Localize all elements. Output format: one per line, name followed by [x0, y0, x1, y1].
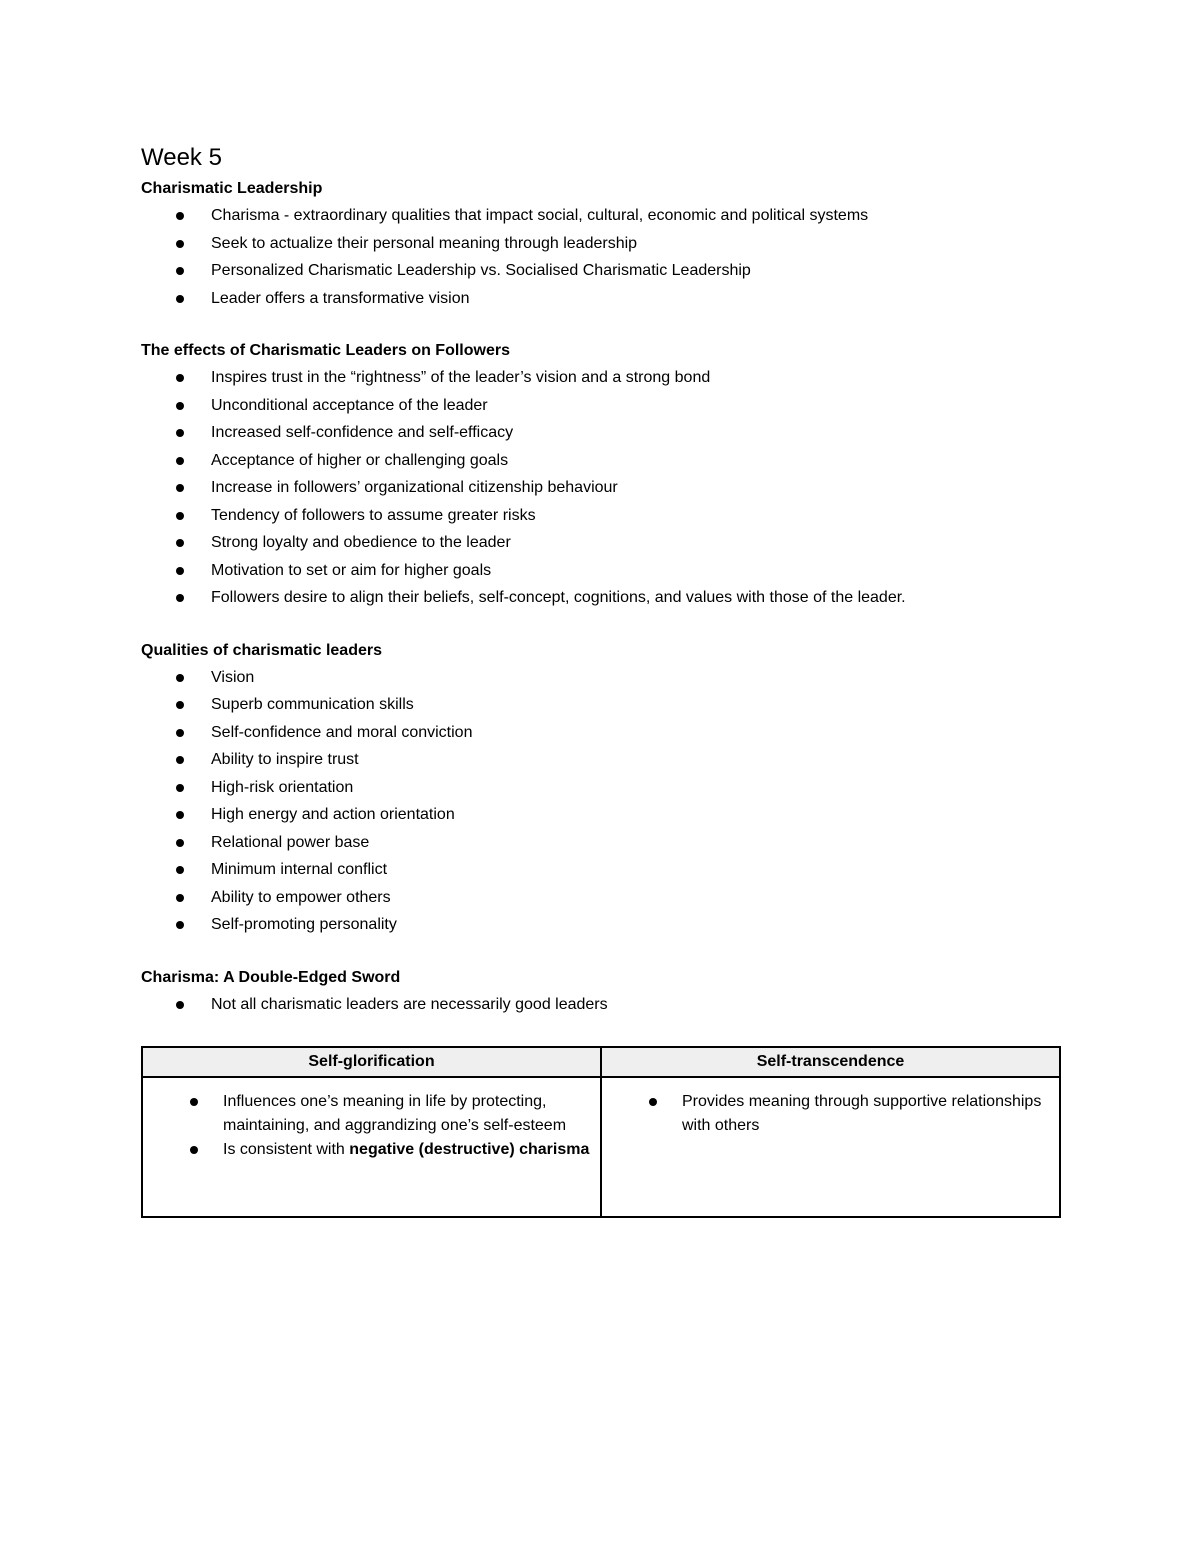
list-item: Ability to empower others: [141, 884, 1061, 912]
cell-bullet-list: [612, 1090, 1049, 1138]
list-item: Personalized Charismatic Leadership vs. Socialised Charismatic Leadership: [141, 257, 1061, 285]
cell-list-item: [153, 1138, 590, 1162]
list-item: Increased self-confidence and self-efficacy: [141, 419, 1061, 447]
cell-bullet-list: [153, 1090, 590, 1162]
comparison-table: [141, 1046, 1061, 1218]
table-cell-self-glorification: [142, 1077, 601, 1217]
cell-bold-text: negative (destructive) charisma: [349, 1141, 590, 1158]
list-item: Strong loyalty and obedience to the leader: [141, 529, 1061, 557]
list-item: Acceptance of higher or challenging goals: [141, 447, 1061, 475]
table-header-self-transcendence: Self-transcendence: [601, 1047, 1060, 1077]
list-item: Ability to inspire trust: [141, 746, 1061, 774]
bullet-list: [141, 364, 1061, 612]
section-charismatic-leadership: [141, 176, 1061, 312]
list-item: High energy and action orientation: [141, 801, 1061, 829]
list-item: Vision: [141, 664, 1061, 692]
list-item: Unconditional acceptance of the leader: [141, 392, 1061, 420]
bullet-list: [141, 664, 1061, 939]
cell-list-item: Provides meaning through supportive relationships with others: [612, 1090, 1049, 1138]
list-item: Self-promoting personality: [141, 911, 1061, 939]
section-qualities: [141, 638, 1061, 939]
table-row: [142, 1077, 1060, 1217]
list-item: Tendency of followers to assume greater risks: [141, 502, 1061, 530]
list-item: Increase in followers’ organizational citizenship behaviour: [141, 474, 1061, 502]
bullet-list: [141, 202, 1061, 312]
cell-list-item: Influences one’s meaning in life by protecting, maintaining, and aggrandizing one’s self-esteem: [153, 1090, 590, 1138]
section-heading: Charismatic Leadership: [141, 180, 323, 197]
list-item: Not all charismatic leaders are necessarily good leaders: [141, 991, 1061, 1019]
list-item: Leader offers a transformative vision: [141, 285, 1061, 313]
table-header-self-glorification: Self-glorification: [142, 1047, 601, 1077]
list-item: Seek to actualize their personal meaning through leadership: [141, 230, 1061, 258]
table-header-row: [142, 1047, 1060, 1077]
list-item: Self-confidence and moral conviction: [141, 719, 1061, 747]
section-heading: Qualities of charismatic leaders: [141, 641, 382, 659]
page-title: Week 5: [141, 144, 222, 171]
bullet-list: [141, 991, 1061, 1019]
section-effects-on-followers: [141, 338, 1061, 612]
list-item: Charisma - extraordinary qualities that impact social, cultural, economic and political systems: [141, 202, 1061, 230]
list-item: Inspires trust in the “rightness” of the leader’s vision and a strong bond: [141, 364, 1061, 392]
cell-text: Is consistent with: [223, 1141, 350, 1158]
list-item: High-risk orientation: [141, 774, 1061, 802]
list-item: Relational power base: [141, 829, 1061, 857]
list-item: Minimum internal conflict: [141, 856, 1061, 884]
section-heading: The effects of Charismatic Leaders on Followers: [141, 342, 510, 359]
document-page: [141, 142, 1061, 1218]
list-item: Superb communication skills: [141, 691, 1061, 719]
section-heading: Charisma: A Double-Edged Sword: [141, 968, 401, 986]
list-item: Motivation to set or aim for higher goals: [141, 557, 1061, 585]
table-cell-self-transcendence: [601, 1077, 1060, 1217]
list-item: Followers desire to align their beliefs, self-concept, cognitions, and values with those of the leader.: [141, 584, 1061, 612]
section-double-edged-sword: [141, 965, 1061, 1019]
